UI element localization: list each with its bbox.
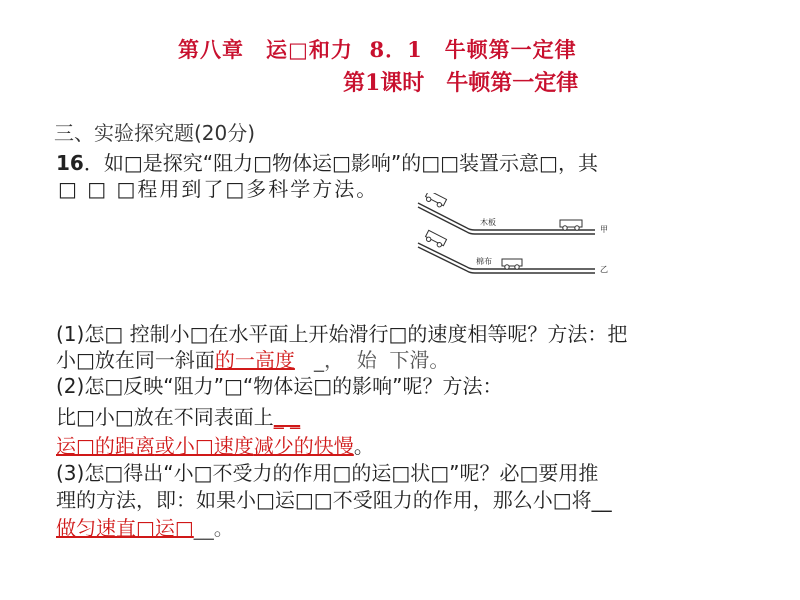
car-on-ramp-yi (424, 230, 446, 248)
part-2-answer-line (56, 433, 374, 459)
experiment-diagram (410, 193, 620, 275)
part-2-line2 (56, 404, 300, 430)
question-16-line1 (56, 150, 598, 176)
part-2-blank: _ _ (273, 405, 301, 429)
chapter-title: 第八章 运□和力 8．1 牛顿第一定律 (178, 37, 577, 62)
part-2-prompt: 比□小□放在不同表面上 (56, 405, 274, 429)
lesson-title: 第1课时 牛顿第一定律 (343, 70, 579, 96)
setup-yi (418, 230, 608, 274)
part-1-prefix: 小□放在同一斜面 (56, 348, 215, 372)
question-16-text: ．如□是探究“阻力□物体运□影响”的□□装置示意□，其 (83, 151, 598, 175)
section-heading: 三、实验探究题(20分) (54, 121, 256, 145)
part-3-line1: (3)怎□得出“小□不受力的作用□的运□状□”呢？必□要用推 (56, 461, 599, 485)
part-3-answer: 做匀速直□运□ (56, 516, 194, 540)
question-16-line2: □ □ □程用到了□多科学方法。 (58, 177, 379, 201)
part-2-line1: (2)怎□反映“阻力”□“物体运□的影响”呢？方法： (56, 374, 503, 398)
setup-jia (418, 193, 608, 234)
car-on-ramp-jia (424, 193, 446, 209)
part-2-end: 。 (353, 434, 374, 458)
label-yi: 乙 (600, 265, 608, 274)
part-1-answer: 的一高度 (214, 348, 295, 372)
label-jia: 甲 (600, 225, 608, 234)
part-1-suffix: _， 始 下滑。 (294, 348, 450, 372)
car-on-cloth (502, 259, 522, 269)
part-2-separator: 或小□速度 (154, 434, 254, 458)
part-2-answer-a: 运□的距离 (56, 434, 155, 458)
part-2-answer-b: 减少的快慢 (253, 434, 354, 458)
part-3-answer-line (56, 515, 234, 541)
label-board: 木板 (480, 218, 496, 227)
part-1-line2 (56, 347, 449, 373)
car-on-board (560, 220, 582, 230)
part-3-end: __。 (193, 516, 234, 540)
part-1-line1: (1)怎□ 控制小□在水平面上开始滑行□的速度相等呢？方法：把 (56, 322, 628, 346)
label-cloth: 棉布 (476, 257, 492, 266)
part-3-line2: 理的方法，即：如果小□运□□不受阻力的作用，那么小□将__ (56, 488, 612, 512)
question-number: 16 (56, 151, 84, 175)
